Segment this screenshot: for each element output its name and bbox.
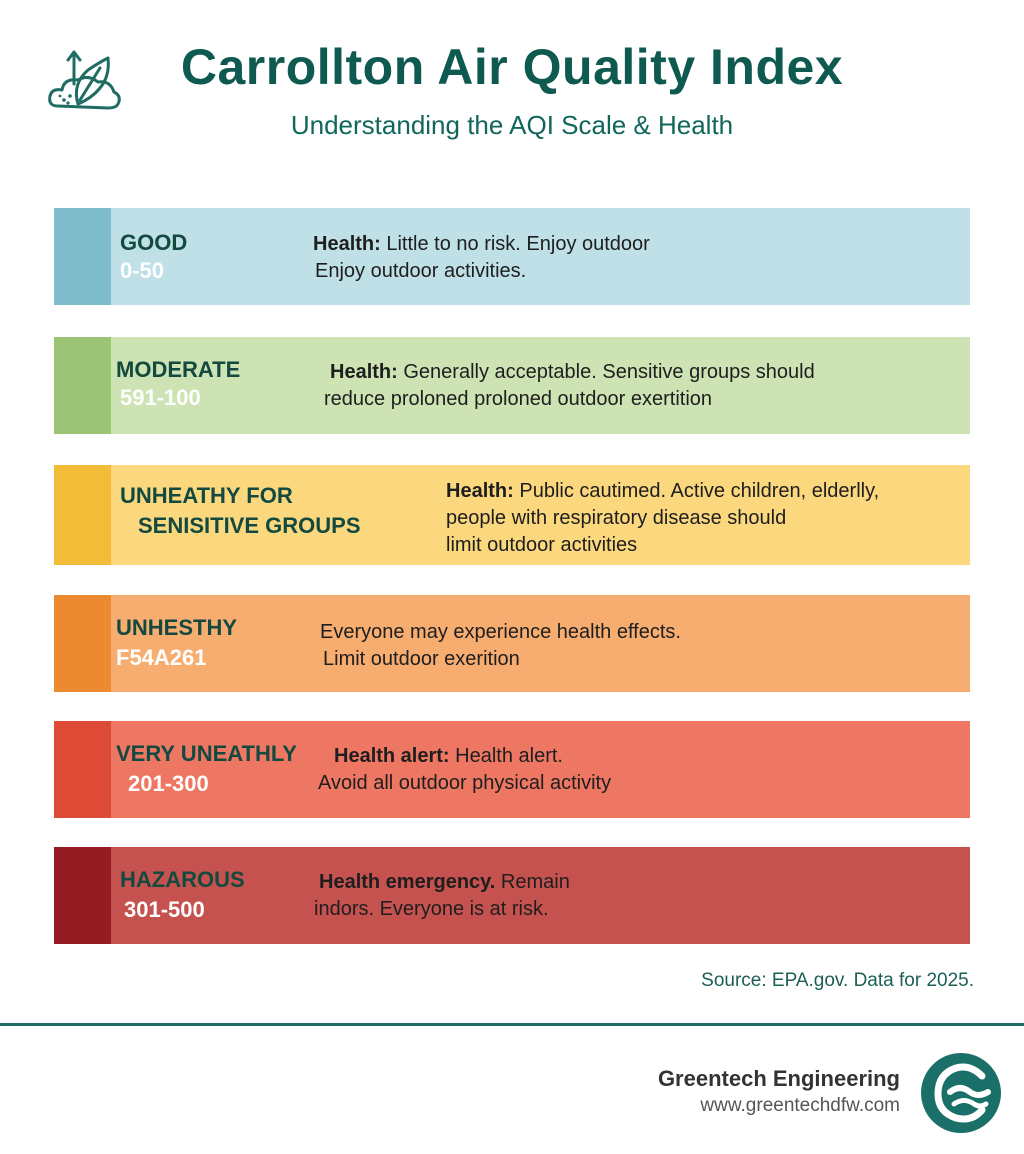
footer-divider <box>0 1023 1024 1026</box>
health-label: Health: <box>446 480 514 502</box>
health-label: Health alert: <box>334 745 450 767</box>
health-label: Health emergency. <box>319 871 496 893</box>
level-health-text: Everyone may experience health effects. Limit outdoor exerition <box>320 621 681 670</box>
level-health-text: Health emergency. Remain indors. Everyone is at risk. <box>314 871 570 920</box>
page-title: Carrollton Air Quality Index <box>180 39 844 95</box>
level-color-stripe <box>54 847 111 944</box>
health-label: Health: <box>313 233 381 255</box>
level-range: 301-500 <box>124 897 205 922</box>
level-color-stripe <box>54 337 111 434</box>
level-range: 591-100 <box>120 385 201 410</box>
aqi-level-very-unhealthy <box>54 721 970 818</box>
level-color-stripe <box>54 721 111 818</box>
level-range: F54A261 <box>116 645 207 670</box>
wave-g-logo-icon <box>920 1052 1002 1134</box>
aqi-level-hazardous <box>54 847 970 944</box>
level-color-stripe <box>54 465 111 565</box>
aqi-level-good <box>54 208 970 305</box>
level-range: 201-300 <box>128 771 209 796</box>
aqi-level-unhealthy <box>54 595 970 692</box>
aqi-level-moderate <box>54 337 970 434</box>
health-label: Health: <box>330 361 398 383</box>
level-category: HAZAROUS <box>120 867 245 892</box>
level-range: 0-50 <box>120 258 165 283</box>
level-color-stripe <box>54 595 111 692</box>
level-color-stripe <box>54 208 111 305</box>
level-category: UNHEATHY FOR <box>120 483 293 508</box>
aqi-level-sensitive-groups <box>54 465 970 565</box>
level-health-text: Health: Generally acceptable. Sensitive groups should reduce proloned proloned outdoor exertition <box>324 361 815 410</box>
page-subtitle: Understanding the AQI Scale & Health <box>290 110 734 140</box>
level-health-text: Health: Little to no risk. Enjoy outdoor Enjoy outdoor activities. <box>313 233 650 282</box>
level-category: MODERATE <box>116 357 241 382</box>
company-url[interactable]: www.greentechdfw.com <box>700 1095 900 1116</box>
level-category: GOOD <box>120 230 188 255</box>
level-category: UNHESTHY <box>116 615 238 640</box>
source-note: Source: EPA.gov. Data for 2025. <box>701 970 974 991</box>
level-category-line2: SENISITIVE GROUPS <box>138 513 361 538</box>
company-name: Greentech Engineering <box>657 1066 900 1091</box>
level-category: VERY UNEATHLY <box>116 741 297 766</box>
level-health-text: Health: Public cautimed. Active children, elderlly, people with respiratory disease should limit outdoor activities <box>446 480 880 556</box>
level-health-text: Health alert: Health alert. Avoid all outdoor physical activity <box>318 745 612 794</box>
company-block <box>658 1066 900 1117</box>
